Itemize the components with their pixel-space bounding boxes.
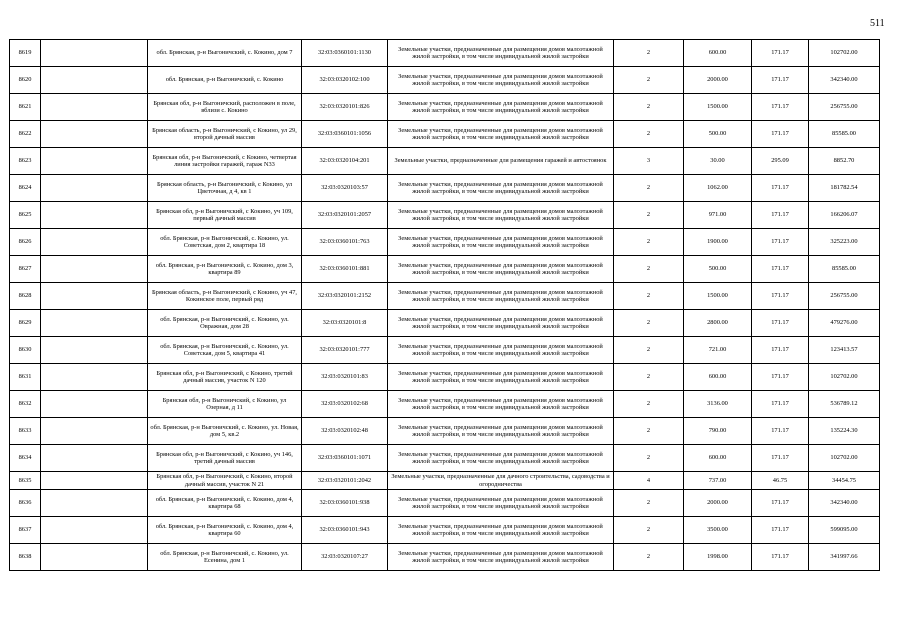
address-cell: Брянская область, р-н Выгоничский, с Кокино, уч 47, Кокинское поле, первый ряд xyxy=(148,283,302,310)
spacer-cell xyxy=(41,67,148,94)
group-cell: 2 xyxy=(614,40,684,67)
cadastral-value-cell: 8852.70 xyxy=(809,148,880,175)
land-purpose-cell: Земельные участки, предназначенные для размещения домов малоэтажной жилой застройки, в том числе индивидуальной жилой застройки xyxy=(388,94,614,121)
group-cell: 2 xyxy=(614,67,684,94)
table-body xyxy=(10,40,880,571)
land-purpose-cell: Земельные участки, предназначенные для размещения домов малоэтажной жилой застройки, в том числе индивидуальной жилой застройки xyxy=(388,256,614,283)
group-cell: 2 xyxy=(614,121,684,148)
table-row xyxy=(10,121,880,148)
spacer-cell xyxy=(41,148,148,175)
cadastral-value-cell: 135224.30 xyxy=(809,418,880,445)
area-cell: 721.00 xyxy=(684,337,752,364)
land-purpose-cell: Земельные участки, предназначенные для размещения домов малоэтажной жилой застройки, в том числе индивидуальной жилой застройки xyxy=(388,229,614,256)
group-cell: 2 xyxy=(614,229,684,256)
cadastral-number-cell: 32:03:0320107:27 xyxy=(302,544,388,571)
rate-cell: 171.17 xyxy=(752,544,809,571)
cadastral-number-cell: 32:03:0320104:201 xyxy=(302,148,388,175)
address-cell: обл. Брянская, р-н Выгоничский, с. Кокино xyxy=(148,67,302,94)
rate-cell: 171.17 xyxy=(752,517,809,544)
row-number-cell: 8636 xyxy=(10,490,41,517)
cadastral-number-cell: 32:03:0360101:1071 xyxy=(302,445,388,472)
cadastral-number-cell: 32:03:0320102:48 xyxy=(302,418,388,445)
rate-cell: 171.17 xyxy=(752,310,809,337)
table-row xyxy=(10,310,880,337)
table-row xyxy=(10,490,880,517)
address-cell: обл. Брянская, р-н Выгоничский, с. Кокино, ул. Советская, дом 2, квартира 18 xyxy=(148,229,302,256)
rate-cell: 171.17 xyxy=(752,418,809,445)
area-cell: 1500.00 xyxy=(684,94,752,121)
address-cell: обл. Брянская, р-н Выгоничский, с. Кокино, ул. Есенина, дом 1 xyxy=(148,544,302,571)
land-purpose-cell: Земельные участки, предназначенные для размещения гаражей и автостоянок xyxy=(388,148,614,175)
area-cell: 600.00 xyxy=(684,364,752,391)
spacer-cell xyxy=(41,445,148,472)
cadastral-value-cell: 325223.00 xyxy=(809,229,880,256)
row-number-cell: 8628 xyxy=(10,283,41,310)
row-number-cell: 8627 xyxy=(10,256,41,283)
group-cell: 2 xyxy=(614,364,684,391)
group-cell: 3 xyxy=(614,148,684,175)
spacer-cell xyxy=(41,364,148,391)
cadastral-value-cell: 536789.12 xyxy=(809,391,880,418)
address-cell: Брянская обл, р-н Выгоничский, расположен в поле, вблизи с. Кокино xyxy=(148,94,302,121)
area-cell: 1900.00 xyxy=(684,229,752,256)
cadastral-value-cell: 341997.66 xyxy=(809,544,880,571)
spacer-cell xyxy=(41,283,148,310)
row-number-cell: 8621 xyxy=(10,94,41,121)
cadastral-number-cell: 32:03:0320102:68 xyxy=(302,391,388,418)
cadastral-number-cell: 32:03:0360101:943 xyxy=(302,517,388,544)
cadastral-value-cell: 85585.00 xyxy=(809,256,880,283)
table-row xyxy=(10,40,880,67)
rate-cell: 171.17 xyxy=(752,229,809,256)
cadastral-number-cell: 32:03:0360101:938 xyxy=(302,490,388,517)
row-number-cell: 8635 xyxy=(10,472,41,490)
land-purpose-cell: Земельные участки, предназначенные для размещения домов малоэтажной жилой застройки, в том числе индивидуальной жилой застройки xyxy=(388,175,614,202)
rate-cell: 171.17 xyxy=(752,94,809,121)
group-cell: 2 xyxy=(614,256,684,283)
table-row xyxy=(10,544,880,571)
cadastral-value-cell: 166206.07 xyxy=(809,202,880,229)
land-purpose-cell: Земельные участки, предназначенные для размещения домов малоэтажной жилой застройки, в том числе индивидуальной жилой застройки xyxy=(388,445,614,472)
address-cell: обл. Брянская, р-н Выгоничский, с. Кокино, дом 4, квартира 60 xyxy=(148,517,302,544)
rate-cell: 171.17 xyxy=(752,283,809,310)
group-cell: 2 xyxy=(614,517,684,544)
spacer-cell xyxy=(41,94,148,121)
table-row xyxy=(10,472,880,490)
land-purpose-cell: Земельные участки, предназначенные для размещения домов малоэтажной жилой застройки, в том числе индивидуальной жилой застройки xyxy=(388,202,614,229)
row-number-cell: 8620 xyxy=(10,67,41,94)
rate-cell: 171.17 xyxy=(752,67,809,94)
cadastral-number-cell: 32:03:0320102:100 xyxy=(302,67,388,94)
table-row xyxy=(10,67,880,94)
spacer-cell xyxy=(41,418,148,445)
row-number-cell: 8625 xyxy=(10,202,41,229)
spacer-cell xyxy=(41,310,148,337)
group-cell: 2 xyxy=(614,418,684,445)
cadastral-number-cell: 32:03:0320101:8 xyxy=(302,310,388,337)
cadastral-value-cell: 342340.00 xyxy=(809,67,880,94)
area-cell: 1500.00 xyxy=(684,283,752,310)
group-cell: 2 xyxy=(614,94,684,121)
address-cell: обл. Брянская, р-н Выгоничский, с. Кокино, ул. Овражная, дом 28 xyxy=(148,310,302,337)
group-cell: 2 xyxy=(614,445,684,472)
spacer-cell xyxy=(41,517,148,544)
row-number-cell: 8623 xyxy=(10,148,41,175)
row-number-cell: 8626 xyxy=(10,229,41,256)
spacer-cell xyxy=(41,175,148,202)
cadastral-number-cell: 32:03:0320101:83 xyxy=(302,364,388,391)
row-number-cell: 8629 xyxy=(10,310,41,337)
group-cell: 2 xyxy=(614,490,684,517)
address-cell: обл. Брянская, р-н Выгоничский, с. Кокино, ул. Советская, дом 5, квартира 41 xyxy=(148,337,302,364)
rate-cell: 171.17 xyxy=(752,337,809,364)
table-row xyxy=(10,256,880,283)
address-cell: Брянская обл, р-н Выгоничский, с Кокино, уч 109, первый дачный массив xyxy=(148,202,302,229)
area-cell: 500.00 xyxy=(684,121,752,148)
land-purpose-cell: Земельные участки, предназначенные для размещения домов малоэтажной жилой застройки, в том числе индивидуальной жилой застройки xyxy=(388,418,614,445)
row-number-cell: 8624 xyxy=(10,175,41,202)
land-purpose-cell: Земельные участки, предназначенные для размещения домов малоэтажной жилой застройки, в том числе индивидуальной жилой застройки xyxy=(388,310,614,337)
spacer-cell xyxy=(41,40,148,67)
row-number-cell: 8637 xyxy=(10,517,41,544)
table-row xyxy=(10,391,880,418)
rate-cell: 171.17 xyxy=(752,202,809,229)
cadastral-value-table xyxy=(9,39,880,571)
group-cell: 2 xyxy=(614,175,684,202)
address-cell: обл. Брянская, р-н Выгоничский, с. Кокино, дом 3, квартира 89 xyxy=(148,256,302,283)
group-cell: 4 xyxy=(614,472,684,490)
address-cell: Брянская обл, р-н Выгоничский, с Кокино, второй дачный массив, участок N 21 xyxy=(148,472,302,490)
address-cell: Брянская область, р-н Выгоничский, с Кокино, ул 29, второй дачный массив xyxy=(148,121,302,148)
spacer-cell xyxy=(41,229,148,256)
address-cell: обл. Брянская, р-н Выгоничский, с. Кокино, ул. Новая, дом 5, кв.2 xyxy=(148,418,302,445)
cadastral-value-cell: 479276.00 xyxy=(809,310,880,337)
table-row xyxy=(10,418,880,445)
row-number-cell: 8633 xyxy=(10,418,41,445)
address-cell: Брянская область, р-н Выгоничский, с Кокино, ул Цветочная, д 4, кв 1 xyxy=(148,175,302,202)
cadastral-value-cell: 102702.00 xyxy=(809,40,880,67)
cadastral-number-cell: 32:03:0320101:2042 xyxy=(302,472,388,490)
group-cell: 2 xyxy=(614,391,684,418)
group-cell: 2 xyxy=(614,283,684,310)
cadastral-number-cell: 32:03:0320101:826 xyxy=(302,94,388,121)
cadastral-number-cell: 32:03:0320101:2152 xyxy=(302,283,388,310)
page-number: 511 xyxy=(870,18,885,29)
address-cell: Брянская обл, р-н Выгоничский, с Кокино, третий дачный массив, участок N 120 xyxy=(148,364,302,391)
cadastral-value-cell: 85585.00 xyxy=(809,121,880,148)
rate-cell: 171.17 xyxy=(752,490,809,517)
spacer-cell xyxy=(41,337,148,364)
area-cell: 3500.00 xyxy=(684,517,752,544)
address-cell: обл. Брянская, р-н Выгоничский, с. Кокино, дом 7 xyxy=(148,40,302,67)
cadastral-number-cell: 32:03:0320103:57 xyxy=(302,175,388,202)
table-row xyxy=(10,229,880,256)
area-cell: 2800.00 xyxy=(684,310,752,337)
cadastral-value-cell: 342340.00 xyxy=(809,490,880,517)
cadastral-number-cell: 32:03:0360101:881 xyxy=(302,256,388,283)
area-cell: 737.00 xyxy=(684,472,752,490)
rate-cell: 171.17 xyxy=(752,364,809,391)
rate-cell: 171.17 xyxy=(752,445,809,472)
table-row xyxy=(10,175,880,202)
cadastral-number-cell: 32:03:0360101:1130 xyxy=(302,40,388,67)
address-cell: обл. Брянская, р-н Выгоничский, с. Кокино, дом 4, квартира 68 xyxy=(148,490,302,517)
group-cell: 2 xyxy=(614,544,684,571)
table-row xyxy=(10,94,880,121)
area-cell: 1998.00 xyxy=(684,544,752,571)
rate-cell: 46.75 xyxy=(752,472,809,490)
rate-cell: 171.17 xyxy=(752,121,809,148)
table-row xyxy=(10,337,880,364)
cadastral-number-cell: 32:03:0320101:777 xyxy=(302,337,388,364)
cadastral-value-cell: 102702.00 xyxy=(809,364,880,391)
cadastral-value-cell: 34454.75 xyxy=(809,472,880,490)
land-purpose-cell: Земельные участки, предназначенные для дачного строительства, садоводства и огородничества xyxy=(388,472,614,490)
row-number-cell: 8622 xyxy=(10,121,41,148)
cadastral-number-cell: 32:03:0360101:1056 xyxy=(302,121,388,148)
land-purpose-cell: Земельные участки, предназначенные для размещения домов малоэтажной жилой застройки, в том числе индивидуальной жилой застройки xyxy=(388,490,614,517)
table-row xyxy=(10,364,880,391)
group-cell: 2 xyxy=(614,202,684,229)
area-cell: 971.00 xyxy=(684,202,752,229)
table-row xyxy=(10,283,880,310)
spacer-cell xyxy=(41,256,148,283)
table-row xyxy=(10,202,880,229)
cadastral-value-cell: 256755.00 xyxy=(809,94,880,121)
group-cell: 2 xyxy=(614,310,684,337)
area-cell: 30.00 xyxy=(684,148,752,175)
cadastral-value-cell: 123413.57 xyxy=(809,337,880,364)
row-number-cell: 8632 xyxy=(10,391,41,418)
land-purpose-cell: Земельные участки, предназначенные для размещения домов малоэтажной жилой застройки, в том числе индивидуальной жилой застройки xyxy=(388,364,614,391)
land-purpose-cell: Земельные участки, предназначенные для размещения домов малоэтажной жилой застройки, в том числе индивидуальной жилой застройки xyxy=(388,544,614,571)
cadastral-number-cell: 32:03:0360101:763 xyxy=(302,229,388,256)
spacer-cell xyxy=(41,391,148,418)
area-cell: 600.00 xyxy=(684,445,752,472)
land-purpose-cell: Земельные участки, предназначенные для размещения домов малоэтажной жилой застройки, в том числе индивидуальной жилой застройки xyxy=(388,391,614,418)
rate-cell: 171.17 xyxy=(752,40,809,67)
land-purpose-cell: Земельные участки, предназначенные для размещения домов малоэтажной жилой застройки, в том числе индивидуальной жилой застройки xyxy=(388,40,614,67)
area-cell: 1062.00 xyxy=(684,175,752,202)
area-cell: 500.00 xyxy=(684,256,752,283)
table-row xyxy=(10,517,880,544)
address-cell: Брянская обл, р-н Выгоничский, с Кокино, четвертая линия застройки гаражей, гараж N33 xyxy=(148,148,302,175)
row-number-cell: 8634 xyxy=(10,445,41,472)
area-cell: 790.00 xyxy=(684,418,752,445)
area-cell: 2000.00 xyxy=(684,67,752,94)
rate-cell: 171.17 xyxy=(752,256,809,283)
spacer-cell xyxy=(41,544,148,571)
land-purpose-cell: Земельные участки, предназначенные для размещения домов малоэтажной жилой застройки, в том числе индивидуальной жилой застройки xyxy=(388,283,614,310)
cadastral-value-cell: 181782.54 xyxy=(809,175,880,202)
row-number-cell: 8619 xyxy=(10,40,41,67)
area-cell: 600.00 xyxy=(684,40,752,67)
land-purpose-cell: Земельные участки, предназначенные для размещения домов малоэтажной жилой застройки, в том числе индивидуальной жилой застройки xyxy=(388,121,614,148)
rate-cell: 295.09 xyxy=(752,148,809,175)
table-row xyxy=(10,148,880,175)
row-number-cell: 8638 xyxy=(10,544,41,571)
cadastral-value-cell: 102702.00 xyxy=(809,445,880,472)
area-cell: 3136.00 xyxy=(684,391,752,418)
rate-cell: 171.17 xyxy=(752,391,809,418)
spacer-cell xyxy=(41,472,148,490)
row-number-cell: 8630 xyxy=(10,337,41,364)
land-purpose-cell: Земельные участки, предназначенные для размещения домов малоэтажной жилой застройки, в том числе индивидуальной жилой застройки xyxy=(388,67,614,94)
spacer-cell xyxy=(41,121,148,148)
land-purpose-cell: Земельные участки, предназначенные для размещения домов малоэтажной жилой застройки, в том числе индивидуальной жилой застройки xyxy=(388,517,614,544)
address-cell: Брянская обл, р-н Выгоничский, с Кокино, ул Озерная, д 11 xyxy=(148,391,302,418)
area-cell: 2000.00 xyxy=(684,490,752,517)
table-row xyxy=(10,445,880,472)
address-cell: Брянская обл, р-н Выгоничский, с Кокино, уч 146, третий дачный массив xyxy=(148,445,302,472)
cadastral-number-cell: 32:03:0320101:2057 xyxy=(302,202,388,229)
cadastral-value-cell: 256755.00 xyxy=(809,283,880,310)
row-number-cell: 8631 xyxy=(10,364,41,391)
spacer-cell xyxy=(41,202,148,229)
cadastral-value-cell: 599095.00 xyxy=(809,517,880,544)
rate-cell: 171.17 xyxy=(752,175,809,202)
spacer-cell xyxy=(41,490,148,517)
land-purpose-cell: Земельные участки, предназначенные для размещения домов малоэтажной жилой застройки, в том числе индивидуальной жилой застройки xyxy=(388,337,614,364)
group-cell: 2 xyxy=(614,337,684,364)
